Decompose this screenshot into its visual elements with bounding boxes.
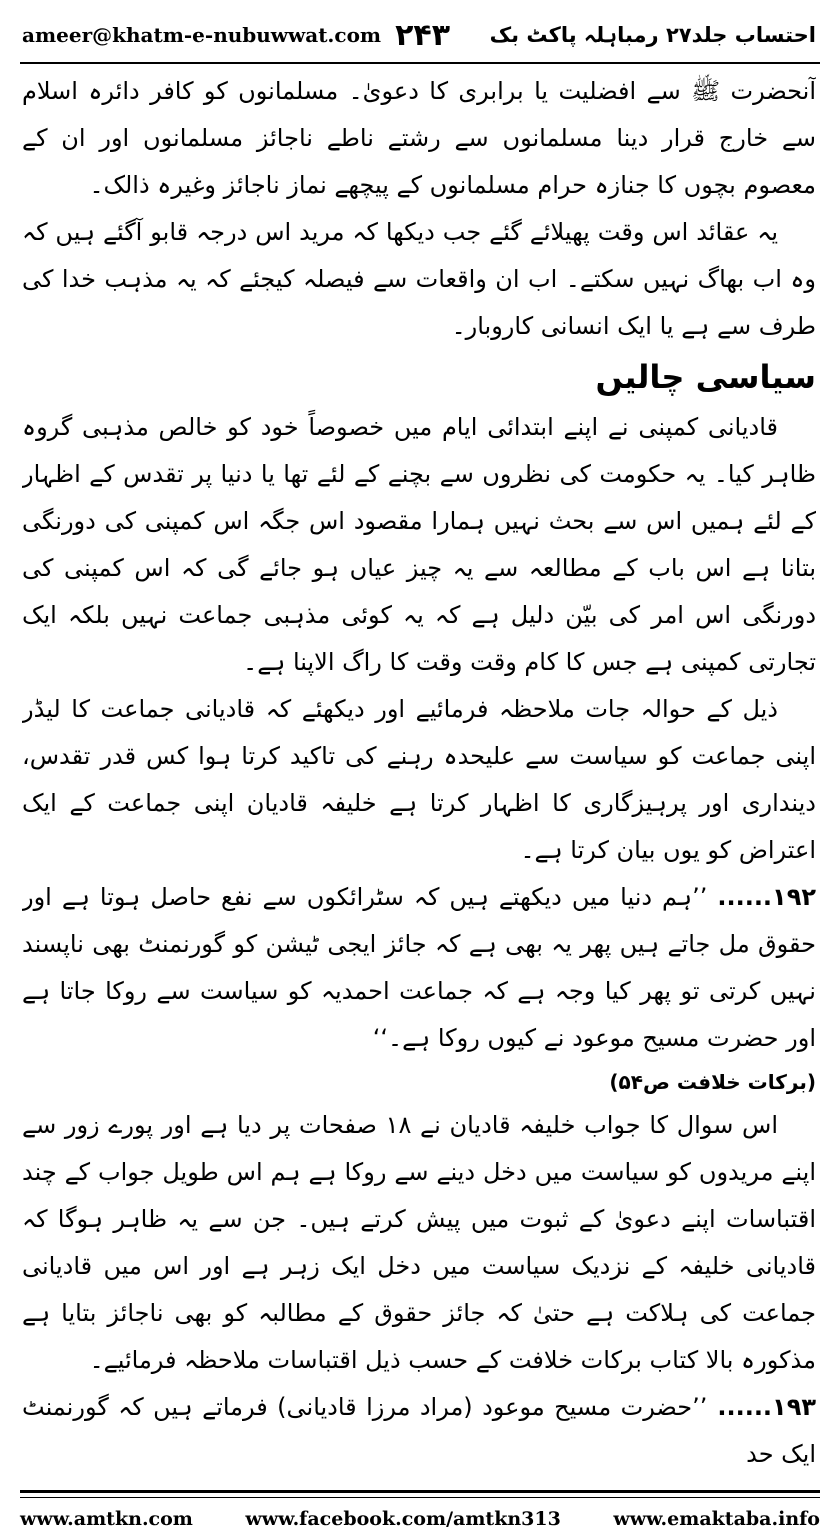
header-email: ameer@khatm-e-nubuwwat.com — [22, 23, 382, 47]
header-divider — [20, 62, 820, 64]
paragraph-5: اس سوال کا جواب خلیفہ قادیان نے ۱۸ صفحات پر دیا ہے اور پورے زور سے اپنے مریدوں کو سیاست میں دخل دینے سے روکا ہے ہم اس طویل جواب کے چند اقتباسات اپنے دعویٰ کے ثبوت میں پیش کرتے ہیں۔ جن سے یہ ظاہر ہوگا کہ قادیانی خلیفہ کے نزدیک سیاست میں دخل ایک زہر ہے اور اس میں قادیانی جماعت کی ہلاکت ہے حتیٰ کہ جائز حقوق کے مطالبہ کو بھی ناجائز بتایا ہے مذکورہ بالا کتاب برکات خلافت کے حسب ذیل اقتباسات ملاحظہ فرمائیے۔ — [22, 1111, 816, 1374]
paragraph-1: آنحضرت ﷺ سے افضلیت یا برابری کا دعویٰ۔ مسلمانوں کو کافر دائرہ اسلام سے خارج قرار دینا مسلمانوں سے رشتے ناطے ناجائز مسلمانوں اور ان کے معصوم بچوں کا جنازہ حرام مسلمانوں کے پیچھے نماز ناجائز وغیرہ ذالک۔ — [22, 77, 816, 199]
page-header — [22, 12, 816, 58]
quote-192 — [22, 874, 816, 1062]
quote-number: ۱۹۲...... — [717, 883, 816, 911]
quote-193 — [22, 1384, 816, 1478]
footer-link-emaktaba[interactable]: www.emaktaba.info — [613, 1508, 820, 1530]
section-heading: سیاسی چالیں — [595, 358, 816, 396]
page-number: ۲۴۳ — [395, 17, 451, 53]
quote-text: ’’حضرت مسیح موعود (مراد مرزا قادیانی) فرماتے ہیں کہ گورنمنٹ ایک حد — [22, 1393, 816, 1468]
page-footer — [20, 1502, 820, 1536]
footer-divider-thin — [20, 1497, 820, 1498]
page-body — [22, 68, 816, 1478]
footer-divider-thick — [20, 1490, 820, 1493]
quote-reference: (برکات خلافت ص۵۴) — [609, 1070, 816, 1094]
footer-link-facebook[interactable]: www.facebook.com/amtkn313 — [245, 1508, 561, 1530]
quote-number: ۱۹۳...... — [717, 1393, 816, 1421]
book-title: احتساب جلد۲۷ رمباہلہ پاکٹ بک — [489, 23, 816, 47]
paragraph-4: ذیل کے حوالہ جات ملاحظہ فرمائیے اور دیکھئے کہ قادیانی جماعت کا لیڈر اپنی جماعت کو سیاست سے علیحدہ رہنے کی تاکید کرتا ہوا کس قدر تقدس، دینداری اور پرہیزگاری کا اظہار کرتا ہے خلیفہ قادیان اپنی جماعت کے ایک اعتراض کو یوں بیان کرتا ہے۔ — [22, 695, 816, 864]
footer-link-amtkn[interactable]: www.amtkn.com — [20, 1508, 193, 1530]
header-left — [22, 18, 450, 53]
quote-text: ’’ہم دنیا میں دیکھتے ہیں کہ سٹرائکوں سے نفع حاصل ہوتا ہے اور حقوق مل جاتے ہیں پھر یہ بھی ہے کہ جائز ایجی ٹیشن کو گورنمنٹ بھی ناپسند نہیں کرتی تو پھر کیا وجہ ہے کہ جماعت احمدیہ کو سیاست سے روکا جاتا ہے اور حضرت مسیح موعود نے کیوں روکا ہے۔‘‘ — [22, 883, 816, 1052]
paragraph-2: یہ عقائد اس وقت پھیلائے گئے جب دیکھا کہ مرید اس درجہ قابو آگئے ہیں کہ وہ اب بھاگ نہیں سکتے۔ اب ان واقعات سے فیصلہ کیجئے کہ یہ مذہب خدا کی طرف سے ہے یا ایک انسانی کاروبار۔ — [22, 218, 816, 340]
paragraph-3: قادیانی کمپنی نے اپنے ابتدائی ایام میں خصوصاً خود کو خالص مذہبی گروہ ظاہر کیا۔ یہ حکومت کی نظروں سے بچنے کے لئے تھا یا دنیا پر تقدس کے اظہار کے لئے ہمیں اس سے بحث نہیں ہمارا مقصود اس جگہ اس کمپنی کی دورنگی بتانا ہے اس باب کے مطالعہ سے یہ چیز عیاں ہو جائے گی کہ اس کمپنی کی دورنگی اس امر کی بیّن دلیل ہے کہ یہ کوئی مذہبی جماعت نہیں بلکہ ایک تجارتی کمپنی ہے جس کا کام وقت وقت کا راگ الاپنا ہے۔ — [22, 413, 816, 676]
